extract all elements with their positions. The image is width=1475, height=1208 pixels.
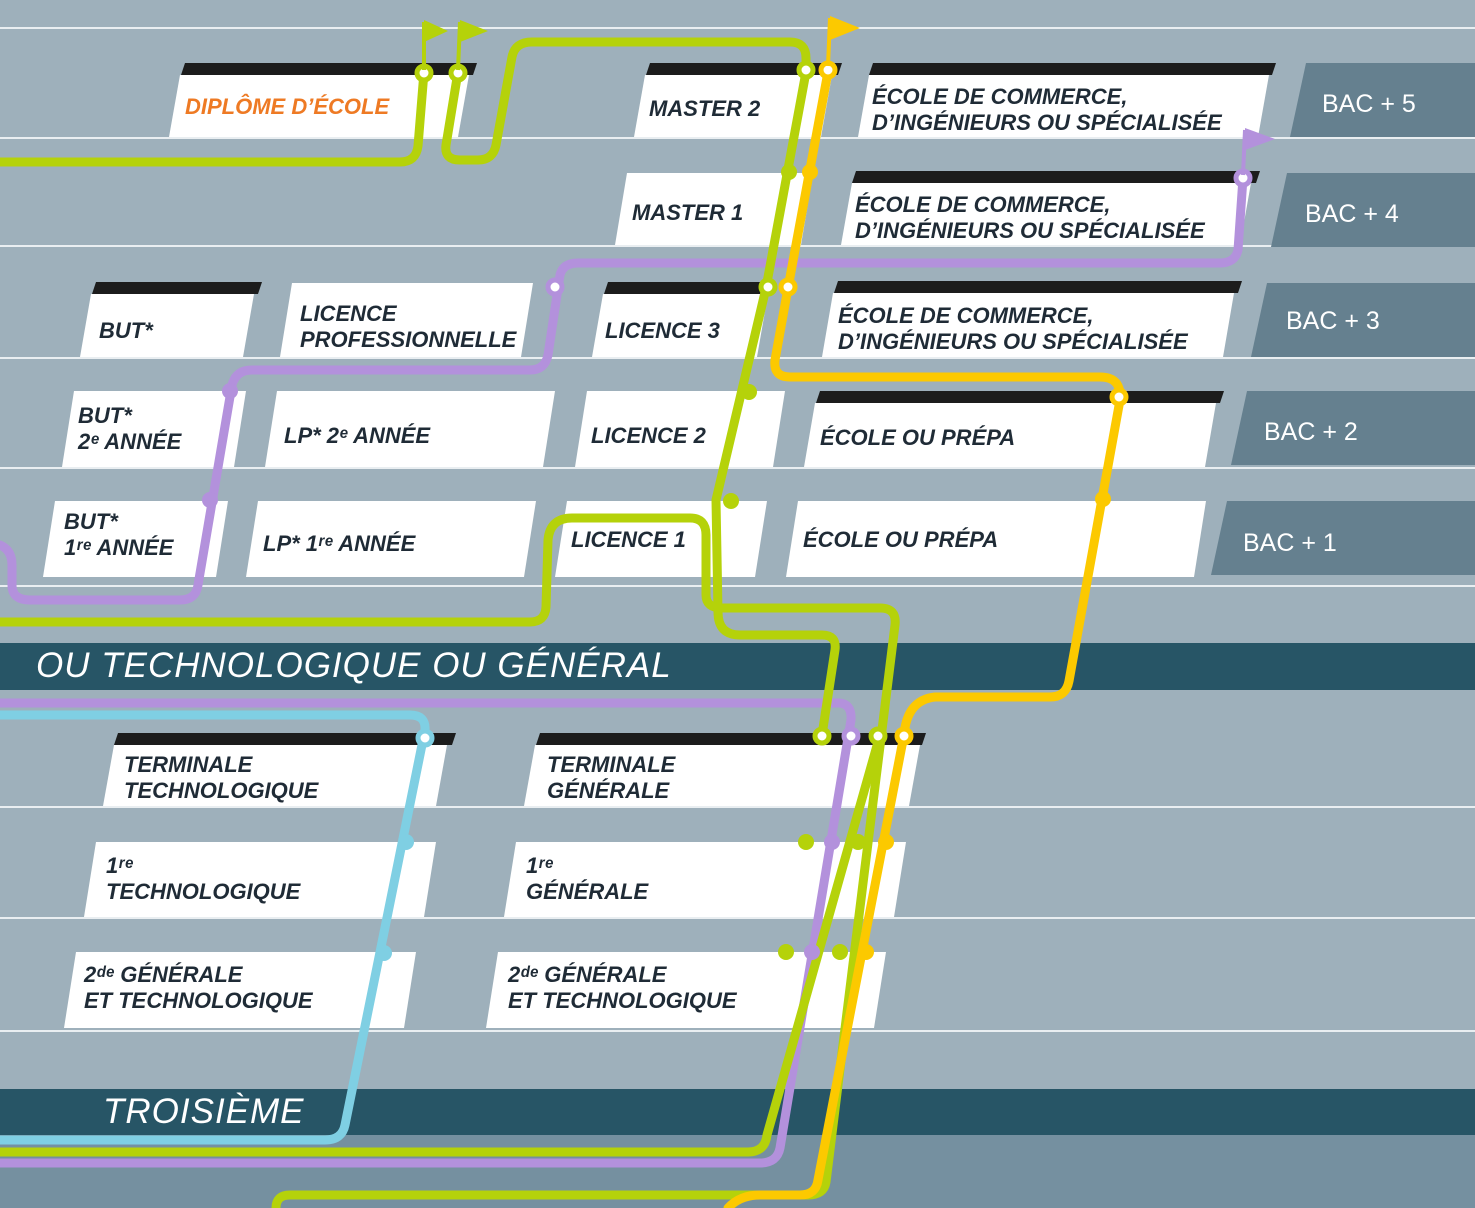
bac-pro-band-label: OU TECHNOLOGIQUE OU GÉNÉRAL	[36, 646, 672, 685]
ecole-prepa-bac2-label: ÉCOLE OU PRÉPA	[820, 425, 1016, 450]
station-dots	[202, 63, 1250, 961]
college-band-label: TROISIÈME	[103, 1092, 305, 1131]
lp1-label: LP* 1ʳᵉ ANNÉE	[263, 531, 416, 556]
route-purple-upper	[0, 178, 1243, 600]
flag-icon	[1243, 128, 1275, 175]
but1-label: BUT* 1ʳᵉ ANNÉE	[64, 509, 174, 560]
route-yellow	[728, 72, 1120, 1208]
premiere-gen-label: 1ʳᵉ GÉNÉRALE	[526, 853, 649, 904]
flag-icon	[458, 20, 488, 70]
terminale-techno-label: TERMINALE TECHNOLOGIQUE	[124, 752, 319, 803]
master2-label: MASTER 2	[649, 96, 761, 121]
but2-label: BUT* 2ᵉ ANNÉE	[78, 403, 182, 454]
licence3-label: LICENCE 3	[605, 318, 720, 343]
bac5-label: BAC + 5	[1322, 90, 1416, 118]
route-green-a	[0, 518, 895, 1208]
but3-label: BUT*	[99, 318, 153, 343]
bac3-label: BAC + 3	[1286, 307, 1380, 335]
flag-icon	[828, 16, 860, 66]
route-green-top-b	[446, 42, 806, 160]
route-green-top-a	[0, 72, 424, 162]
licence1-label: LICENCE 1	[571, 527, 686, 552]
flag-icon	[424, 20, 448, 70]
route-green-b	[0, 735, 880, 1152]
ecole-bac3-label: ÉCOLE DE COMMERCE, D’INGÉNIEURS OU SPÉCIALISÉE	[838, 303, 1188, 354]
master1-label: MASTER 1	[632, 200, 744, 225]
seconde-gen-label: 2ᵈᵉ GÉNÉRALE ET TECHNOLOGIQUE	[508, 962, 737, 1013]
route-blue	[0, 715, 425, 1140]
bac2-label: BAC + 2	[1264, 418, 1358, 446]
licence2-label: LICENCE 2	[591, 423, 706, 448]
ecole-bac4-label: ÉCOLE DE COMMERCE, D’INGÉNIEURS OU SPÉCIALISÉE	[855, 192, 1205, 243]
diplome-ecole-label: DIPLÔME D’ÉCOLE	[185, 94, 390, 119]
bac1-label: BAC + 1	[1243, 529, 1337, 557]
lp2-label: LP* 2ᵉ ANNÉE	[284, 423, 431, 448]
licence-pro-label: LICENCE PROFESSIONNELLE	[300, 301, 517, 352]
terminale-gen-label: TERMINALE GÉNÉRALE	[547, 752, 676, 803]
ecole-prepa-bac1-label: ÉCOLE OU PRÉPA	[803, 527, 999, 552]
premiere-techno-label: 1ʳᵉ TECHNOLOGIQUE	[106, 853, 301, 904]
ecole-bac5-label: ÉCOLE DE COMMERCE, D’INGÉNIEURS OU SPÉCIALISÉE	[872, 84, 1222, 135]
route-purple-lower	[0, 703, 851, 1163]
seconde-techno-label: 2ᵈᵉ GÉNÉRALE ET TECHNOLOGIQUE	[84, 962, 313, 1013]
bac4-label: BAC + 4	[1305, 200, 1399, 228]
